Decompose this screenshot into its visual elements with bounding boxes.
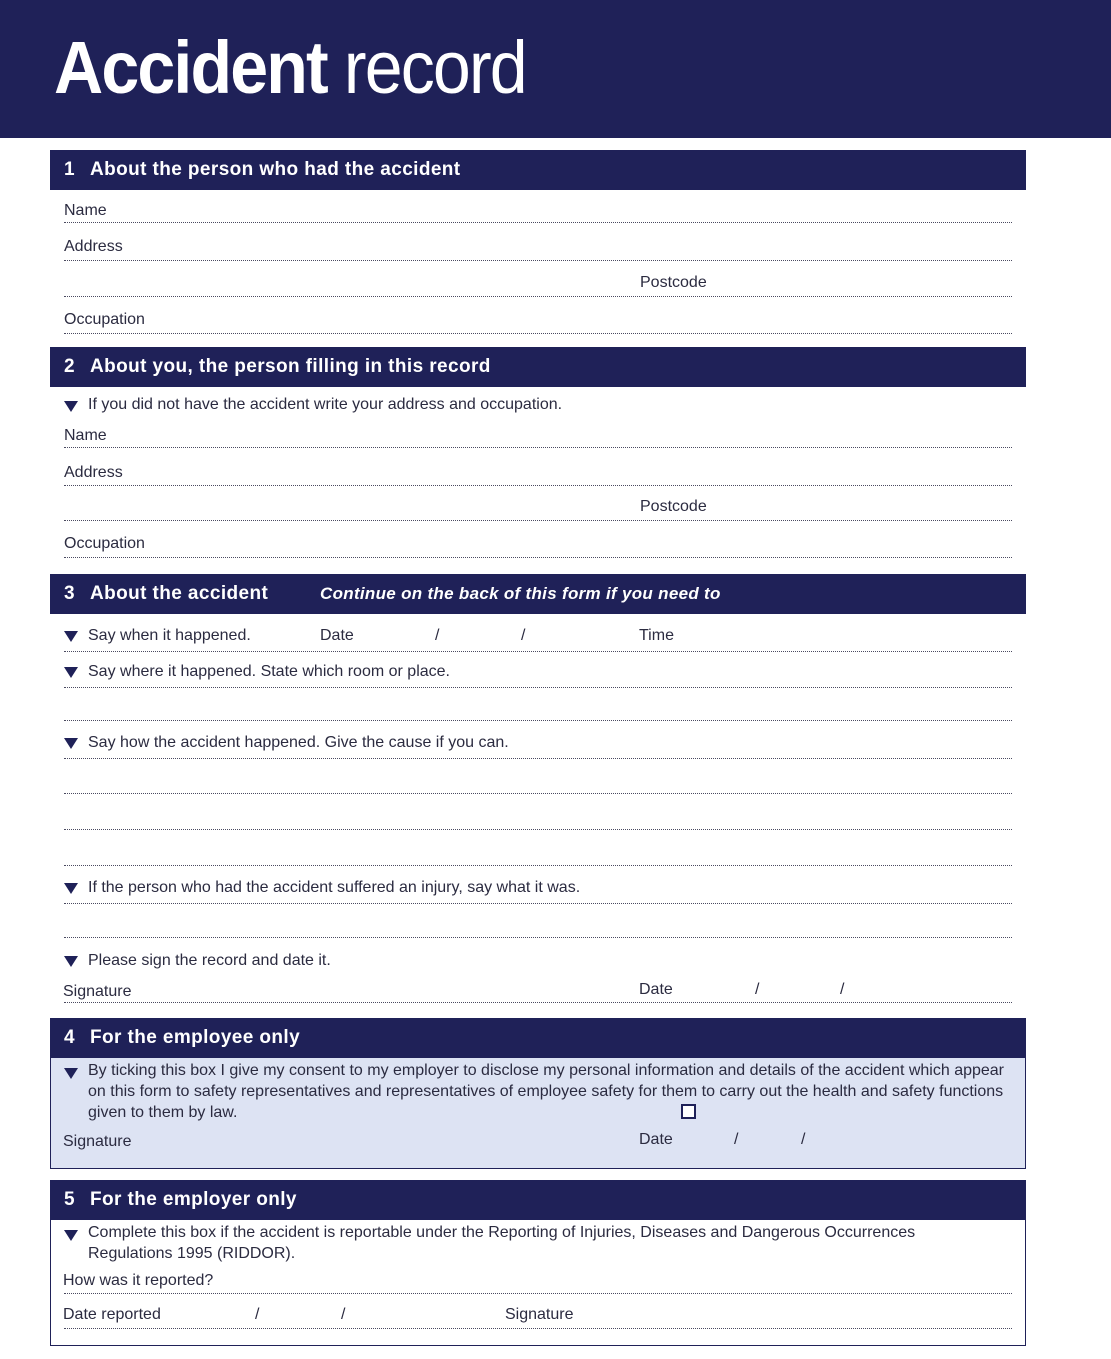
section-2-header — [50, 347, 1026, 387]
title-bold: Accident — [54, 26, 327, 109]
signature-label: Signature — [63, 983, 132, 1000]
address-field[interactable] — [64, 260, 1012, 261]
where-field[interactable] — [64, 687, 1012, 688]
consent-checkbox[interactable] — [681, 1104, 696, 1119]
how-reported-label: How was it reported? — [63, 1272, 214, 1289]
where-prompt: Say where it happened. State which room or place. — [88, 663, 450, 680]
date-signature-field[interactable] — [64, 1328, 1012, 1329]
how-field[interactable] — [64, 758, 1012, 759]
section-note: Continue on the back of this form if you need to — [320, 584, 721, 603]
injury-field[interactable] — [64, 903, 1012, 904]
triangle-bullet-icon — [64, 1068, 78, 1079]
signature-date-field[interactable] — [64, 1002, 1012, 1003]
address-field[interactable] — [64, 485, 1012, 486]
triangle-bullet-icon — [64, 883, 78, 894]
how-field[interactable] — [64, 793, 1012, 794]
date-separator: / — [255, 1306, 260, 1323]
postcode-label: Postcode — [640, 498, 707, 515]
when-field[interactable] — [64, 651, 1012, 652]
date-separator: / — [341, 1306, 346, 1323]
triangle-bullet-icon — [64, 401, 78, 412]
occupation-label: Occupation — [64, 535, 145, 552]
date-separator: / — [435, 627, 440, 644]
section-number: 2 — [64, 356, 75, 377]
time-label: Time — [639, 627, 674, 644]
page-title — [54, 26, 526, 110]
section-heading: About you, the person filling in this record — [90, 356, 491, 377]
how-prompt: Say how the accident happened. Give the cause if you can. — [88, 734, 509, 751]
date-label: Date — [639, 1131, 673, 1148]
occupation-label: Occupation — [64, 311, 145, 328]
section-4 — [50, 1018, 1026, 1169]
where-field[interactable] — [64, 720, 1012, 721]
occupation-field[interactable] — [64, 333, 1012, 334]
title-banner — [0, 0, 1111, 138]
postcode-label: Postcode — [640, 274, 707, 291]
section-heading: For the employer only — [90, 1189, 297, 1210]
title-regular: record — [326, 26, 526, 109]
section-3 — [50, 574, 1026, 1009]
section-5 — [50, 1180, 1026, 1346]
signature-label: Signature — [505, 1306, 574, 1323]
instruction: If you did not have the accident write your address and occupation. — [88, 396, 563, 413]
section-3-header — [50, 574, 1026, 614]
date-label: Date — [320, 627, 354, 644]
address-label: Address — [64, 238, 123, 255]
section-4-header — [50, 1018, 1026, 1058]
signature-label: Signature — [63, 1133, 132, 1150]
date-separator: / — [755, 981, 760, 998]
address-label: Address — [64, 464, 123, 481]
section-number: 3 — [64, 583, 75, 604]
how-field[interactable] — [64, 865, 1012, 866]
section-2 — [50, 347, 1026, 562]
section-number: 1 — [64, 159, 75, 180]
name-field[interactable] — [64, 447, 1012, 448]
how-field[interactable] — [64, 829, 1012, 830]
section-number: 4 — [64, 1027, 75, 1048]
triangle-bullet-icon — [64, 956, 78, 967]
section-1-header — [50, 150, 1026, 190]
when-prompt: Say when it happened. — [88, 627, 251, 644]
name-field[interactable] — [64, 222, 1012, 223]
section-1 — [50, 150, 1026, 340]
date-separator: / — [801, 1131, 806, 1148]
name-label: Name — [64, 427, 107, 444]
riddor-instruction: Complete this box if the accident is reportable under the Reporting of Injuries, Diseases and Dangerous Occurrences Regulations 1995 (RIDDOR). — [88, 1224, 916, 1262]
date-separator: / — [521, 627, 526, 644]
consent-text: By ticking this box I give my consent to my employer to disclose my personal information and details of the accident which appear on this form to safety representatives and representatives of employee safety for them to carry out the health and safety functions given to them by law. — [88, 1062, 1005, 1121]
date-separator: / — [840, 981, 845, 998]
how-reported-field[interactable] — [64, 1293, 1012, 1294]
address-postcode-field[interactable] — [64, 296, 1012, 297]
section-heading: For the employee only — [90, 1027, 301, 1048]
injury-prompt: If the person who had the accident suffered an injury, say what it was. — [88, 879, 581, 896]
triangle-bullet-icon — [64, 667, 78, 678]
triangle-bullet-icon — [64, 738, 78, 749]
triangle-bullet-icon — [64, 631, 78, 642]
address-postcode-field[interactable] — [64, 520, 1012, 521]
name-label: Name — [64, 202, 107, 219]
date-reported-label: Date reported — [63, 1306, 161, 1323]
injury-field[interactable] — [64, 937, 1012, 938]
date-label: Date — [639, 981, 673, 998]
section-heading: About the person who had the accident — [90, 159, 461, 180]
section-number: 5 — [64, 1189, 75, 1210]
triangle-bullet-icon — [64, 1230, 78, 1241]
section-heading: About the accident — [90, 583, 269, 604]
occupation-field[interactable] — [64, 557, 1012, 558]
date-separator: / — [734, 1131, 739, 1148]
sign-prompt: Please sign the record and date it. — [88, 952, 331, 969]
section-5-header — [50, 1180, 1026, 1220]
